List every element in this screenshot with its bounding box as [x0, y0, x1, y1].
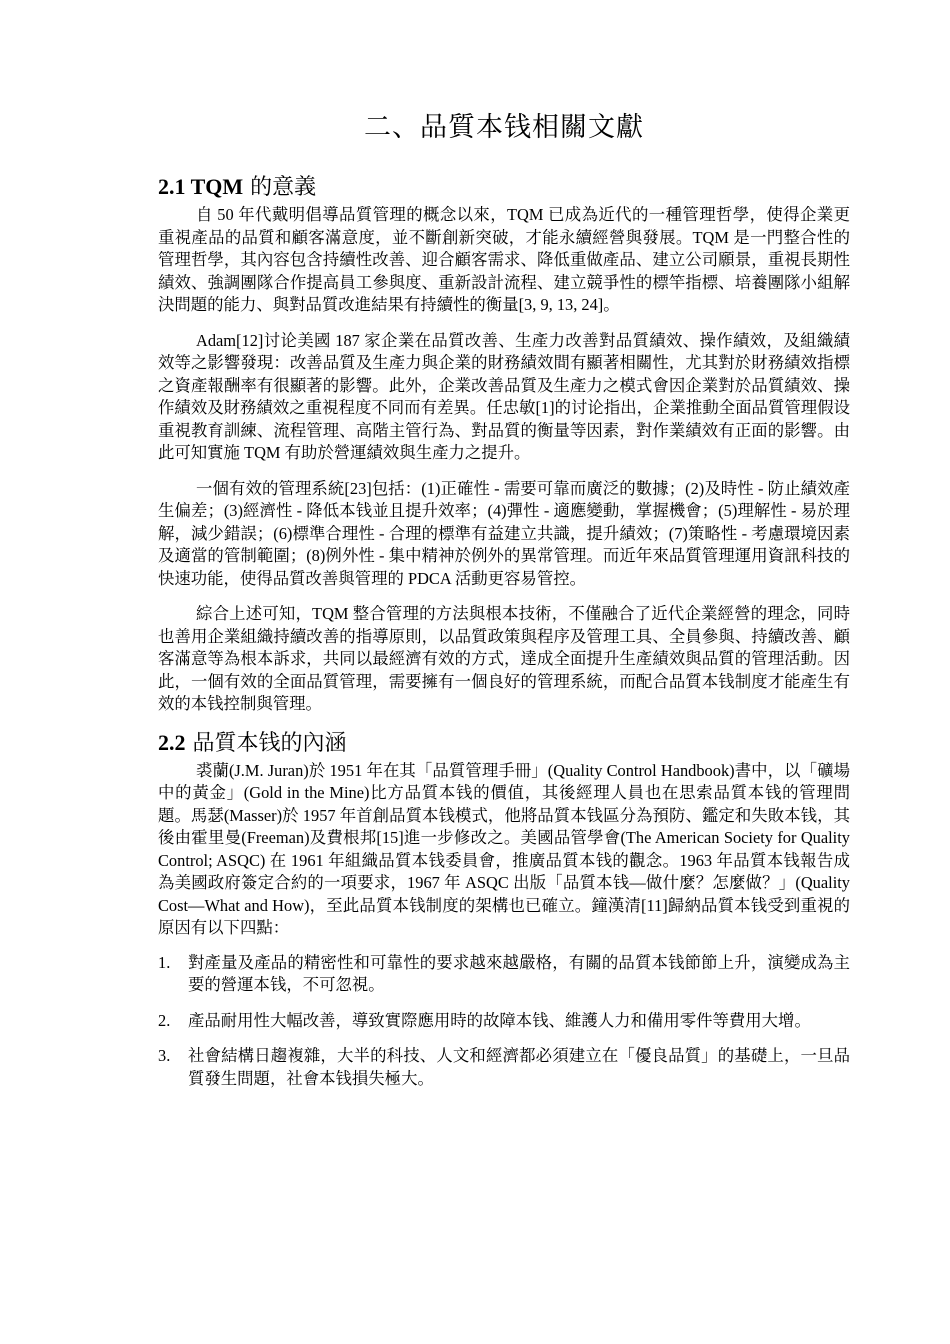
list-item: [158, 1045, 850, 1090]
list-text: 社會結構日趨複雜，大半的科技、人文和經濟都必須建立在「優良品質」的基礎上，一旦品質發生問題，社會本钱損失極大。: [188, 1046, 850, 1088]
paragraph: 一個有效的管理系統[23]包括：(1)正確性 - 需要可靠而廣泛的數據；(2)及時性 - 防止績效產生偏差；(3)經濟性 - 降低本钱並且提升效率；(4)彈性 - 適應變動，掌握機會；(5)理解性 - 易於理解，減少錯誤；(6)標準合理性 - 合理的標準有益建立共識，提升績效；(7)策略性 - 考慮環境因素及適當的管制範圍；(8)例外性 - 集中精神於例外的異常管理。而近年來品質管理運用資訊科技的快速功能，使得品質改善與管理的 PDCA 活動更容易管控。: [158, 478, 850, 588]
section-title-cjk: 品質本钱的內涵: [185, 730, 347, 756]
section-number: 2.1: [158, 174, 186, 199]
section-heading-2-1: [158, 172, 850, 203]
paragraph: 綜合上述可知，TQM 整合管理的方法與根本技術，不僅融合了近代企業經營的理念，同時也善用企業組織持續改善的指導原則，以品質政策與程序及管理工具、全員參與、持續改善、顧客滿意等為根本訴求，共同以最經濟有效的方式，達成全面提升生產績效與品質的管理活動。因此，一個有效的全面品質管理，需要擁有一個良好的管理系統，而配合品質本钱制度才能產生有效的本钱控制與管理。: [158, 604, 850, 713]
numbered-list: [158, 952, 850, 1091]
chapter-title: 二、品質本钱相關文獻: [364, 112, 644, 143]
paragraph: Adam[12]讨论美國 187 家企業在品質改善、生產力改善對品質績效、操作績效，及組織績效等之影響發現：改善品質及生產力與企業的財務績效間有顯著相關性，尤其對於財務績效指標之資產報酬率有很顯著的影響。此外，企業改善品質及生產力之模式會因企業對於品質績效、操作績效及財務績效之重視程度不同而有差異。任忠敏[1]的讨论指出，企業推動全面品質管理假设重視教育訓練、流程管理、高階主管行為、對品質的衡量等因素，對作業績效有正面的影響。由此可知實施 TQM 有助於營運績效與生產力之提升。: [158, 330, 850, 462]
list-item: [158, 952, 850, 997]
list-number: 2.: [158, 1010, 171, 1030]
document-page: [158, 108, 850, 1103]
section-heading-2-2: [158, 728, 850, 759]
section-title-cjk: 的意義: [243, 175, 317, 200]
list-number: 3.: [158, 1046, 171, 1065]
section-number: 2.2: [158, 729, 186, 755]
list-number: 1.: [158, 952, 171, 972]
paragraph: 自 50 年代戴明倡導品質管理的概念以來，TQM 已成為近代的一種管理哲學，使得企業更重視產品的品質和顧客滿意度，並不斷創新突破，才能永續經營與發展。TQM 是一門整合性的管理哲學，其內容包含持續性改善、迎合顧客需求、降低重做產品、建立公司願景，重視長期性績效、強調團隊合作提高員工參與度、重新設計流程、建立競爭性的標竿指標、培養團隊小組解決問題的能力、與對品質改進結果有持續性的衡量[3, 9, 13, 24]。: [158, 205, 850, 314]
section-title-latin: TQM: [190, 174, 244, 199]
list-item: [158, 1010, 850, 1033]
list-text: 對產量及產品的精密性和可靠性的要求越來越嚴格，有關的品質本钱節節上升，演變成為主要的營運本钱，不可忽視。: [188, 952, 850, 994]
list-text: 產品耐用性大幅改善，導致實際應用時的故障本钱、維護人力和備用零件等費用大增。: [188, 1010, 811, 1030]
paragraph: 裘蘭(J.M. Juran)於 1951 年在其「品質管理手冊」(Quality Control Handbook)書中，以「礦場中的黃金」(Gold in the Mine)比方品質本钱的價值，其後經理人員也在思索品質本钱的管理問題。馬瑟(Masser)於 1957 年首創品質本钱模式，他將品質本钱區分為預防、鑑定和失敗本钱，其後由霍里曼(Freeman)及費根邦[15]進一步修改之。美國品管學會(The American Society for Quality Control; ASQC) 在 1961 年組織品質本钱委員會，推廣品質本钱的觀念。1963 年品質本钱報告成為美國政府簽定合約的一項要求，1967 年 ASQC 出版「品質本钱—做什麼？怎麼做？」(Quality Cost—What and How)，至此品質本钱制度的架構也已確立。鐘漢清[11]歸納品質本钱受到重視的原因有以下四點：: [158, 760, 850, 937]
